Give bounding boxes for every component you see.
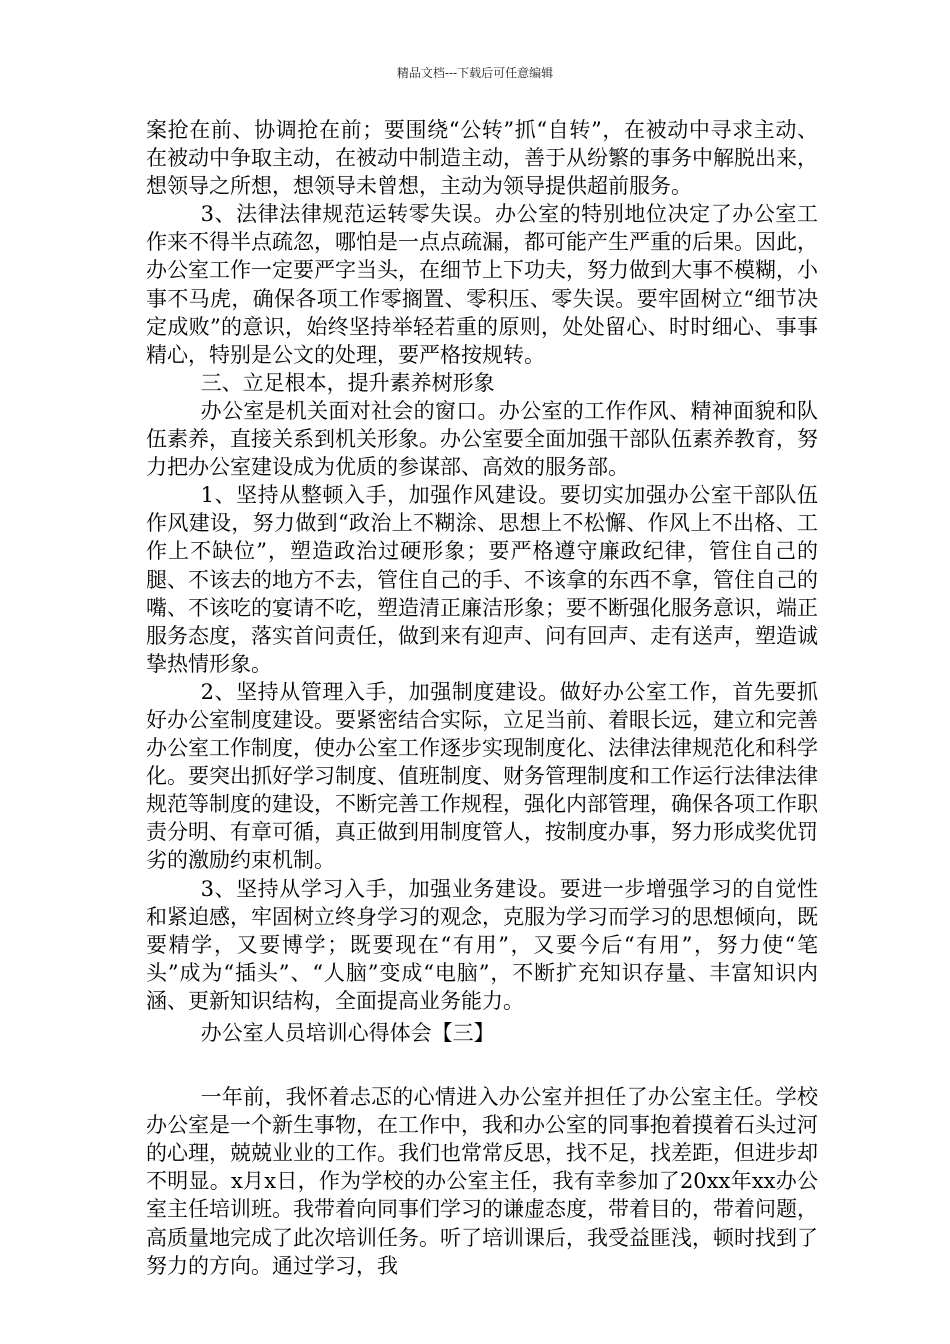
paragraph-one-year-ago: 一年前，我怀着忐忑的心情进入办公室并担任了办公室主任。学校办公室是一个新生事物，在工作中，我和办公室的同事抱着摸着石头过河的心理，兢兢业业的工作。我们也常常反思，找不足，找差距，但进步却不明显。x月x日，作为学校的办公室主任，我有幸参加了20xx年xx办公室主任培训班。我带着向同事们学习的谦虚态度，带着目的，带着问题，高质量地完成了此次培训任务。听了培训课后，我受益匪浅，顿时找到了努力的方向。通过学习，我	[146, 1085, 818, 1278]
document-body	[146, 116, 818, 1280]
paragraph-item-3-study: 3、坚持从学习入手，加强业务建设。要进一步增强学习的自觉性和紧迫感，牢固树立终身学习的观念，克服为学习而学习的思想倾向，既要精学，又要博学；既要现在“有用”，又要今后“有用”，努力使“笔头”成为“插头”、“人脑”变成“电脑”，不断扩充知识存量、丰富知识内涵、更新知识结构，全面提高业务能力。	[146, 876, 818, 1013]
paragraph-office-window: 办公室是机关面对社会的窗口。办公室的工作作风、精神面貌和队伍素养，直接关系到机关形象。办公室要全面加强干部队伍素养教育，努力把办公室建设成为优质的参谋部、高效的服务部。	[146, 398, 818, 480]
page-header: 精品文档---下载后可任意编辑	[396, 66, 554, 80]
paragraph-continuation: 案抢在前、协调抢在前；要围绕“公转”抓“自转”，在被动中寻求主动、在被动中争取主动，在被动中制造主动，善于从纷繁的事务中解脱出来，想领导之所想，想领导未曾想，主动为领导提供超前服务。	[146, 118, 818, 199]
article-title: 办公室人员培训心得体会【三】	[200, 1021, 495, 1045]
blank-line	[146, 1047, 818, 1083]
paragraph-item-2-system: 2、坚持从管理入手，加强制度建设。做好办公室工作，首先要抓好办公室制度建设。要紧密结合实际，立足当前、着眼长远，建立和完善办公室工作制度，使办公室工作逐步实现制度化、法律法律规范化和科学化。要突出抓好学习制度、值班制度、财务管理制度和工作运行法律法律规范等制度的建设，不断完善工作规程，强化内部管理，确保各项工作职责分明、有章可循，真正做到用制度管人，按制度办事，努力形成奖优罚劣的激励约束机制。	[146, 679, 818, 873]
section-heading-three: 三、立足根本，提升素养树形象	[200, 370, 495, 395]
paragraph-item-1-style: 1、坚持从整顿入手，加强作风建设。要切实加强办公室干部队伍作风建设，努力做到“政治上不糊涂、思想上不松懈、作风上不出格、工作上不缺位”，塑造政治过硬形象；要严格遵守廉政纪律，管住自己的腿、不该去的地方不去，管住自己的手、不该拿的东西不拿，管住自己的嘴、不该吃的宴请不吃，塑造清正廉洁形象；要不断强化服务意识，端正服务态度，落实首问责任，做到来有迎声、问有回声、走有送声，塑造诚挚热情形象。	[146, 483, 818, 676]
paragraph-item-3-law: 3、法律法律规范运转零失误。办公室的特别地位决定了办公室工作来不得半点疏忽，哪怕是一点点疏漏，都可能产生严重的后果。因此，办公室工作一定要严字当头，在细节上下功夫，努力做到大事不模糊，小事不马虎，确保各项工作零搁置、零积压、零失误。要牢固树立“细节决定成败”的意识，始终坚持举轻若重的原则，处处留心、时时细心、事事精心，特别是公文的处理，要严格按规转。	[146, 202, 818, 367]
